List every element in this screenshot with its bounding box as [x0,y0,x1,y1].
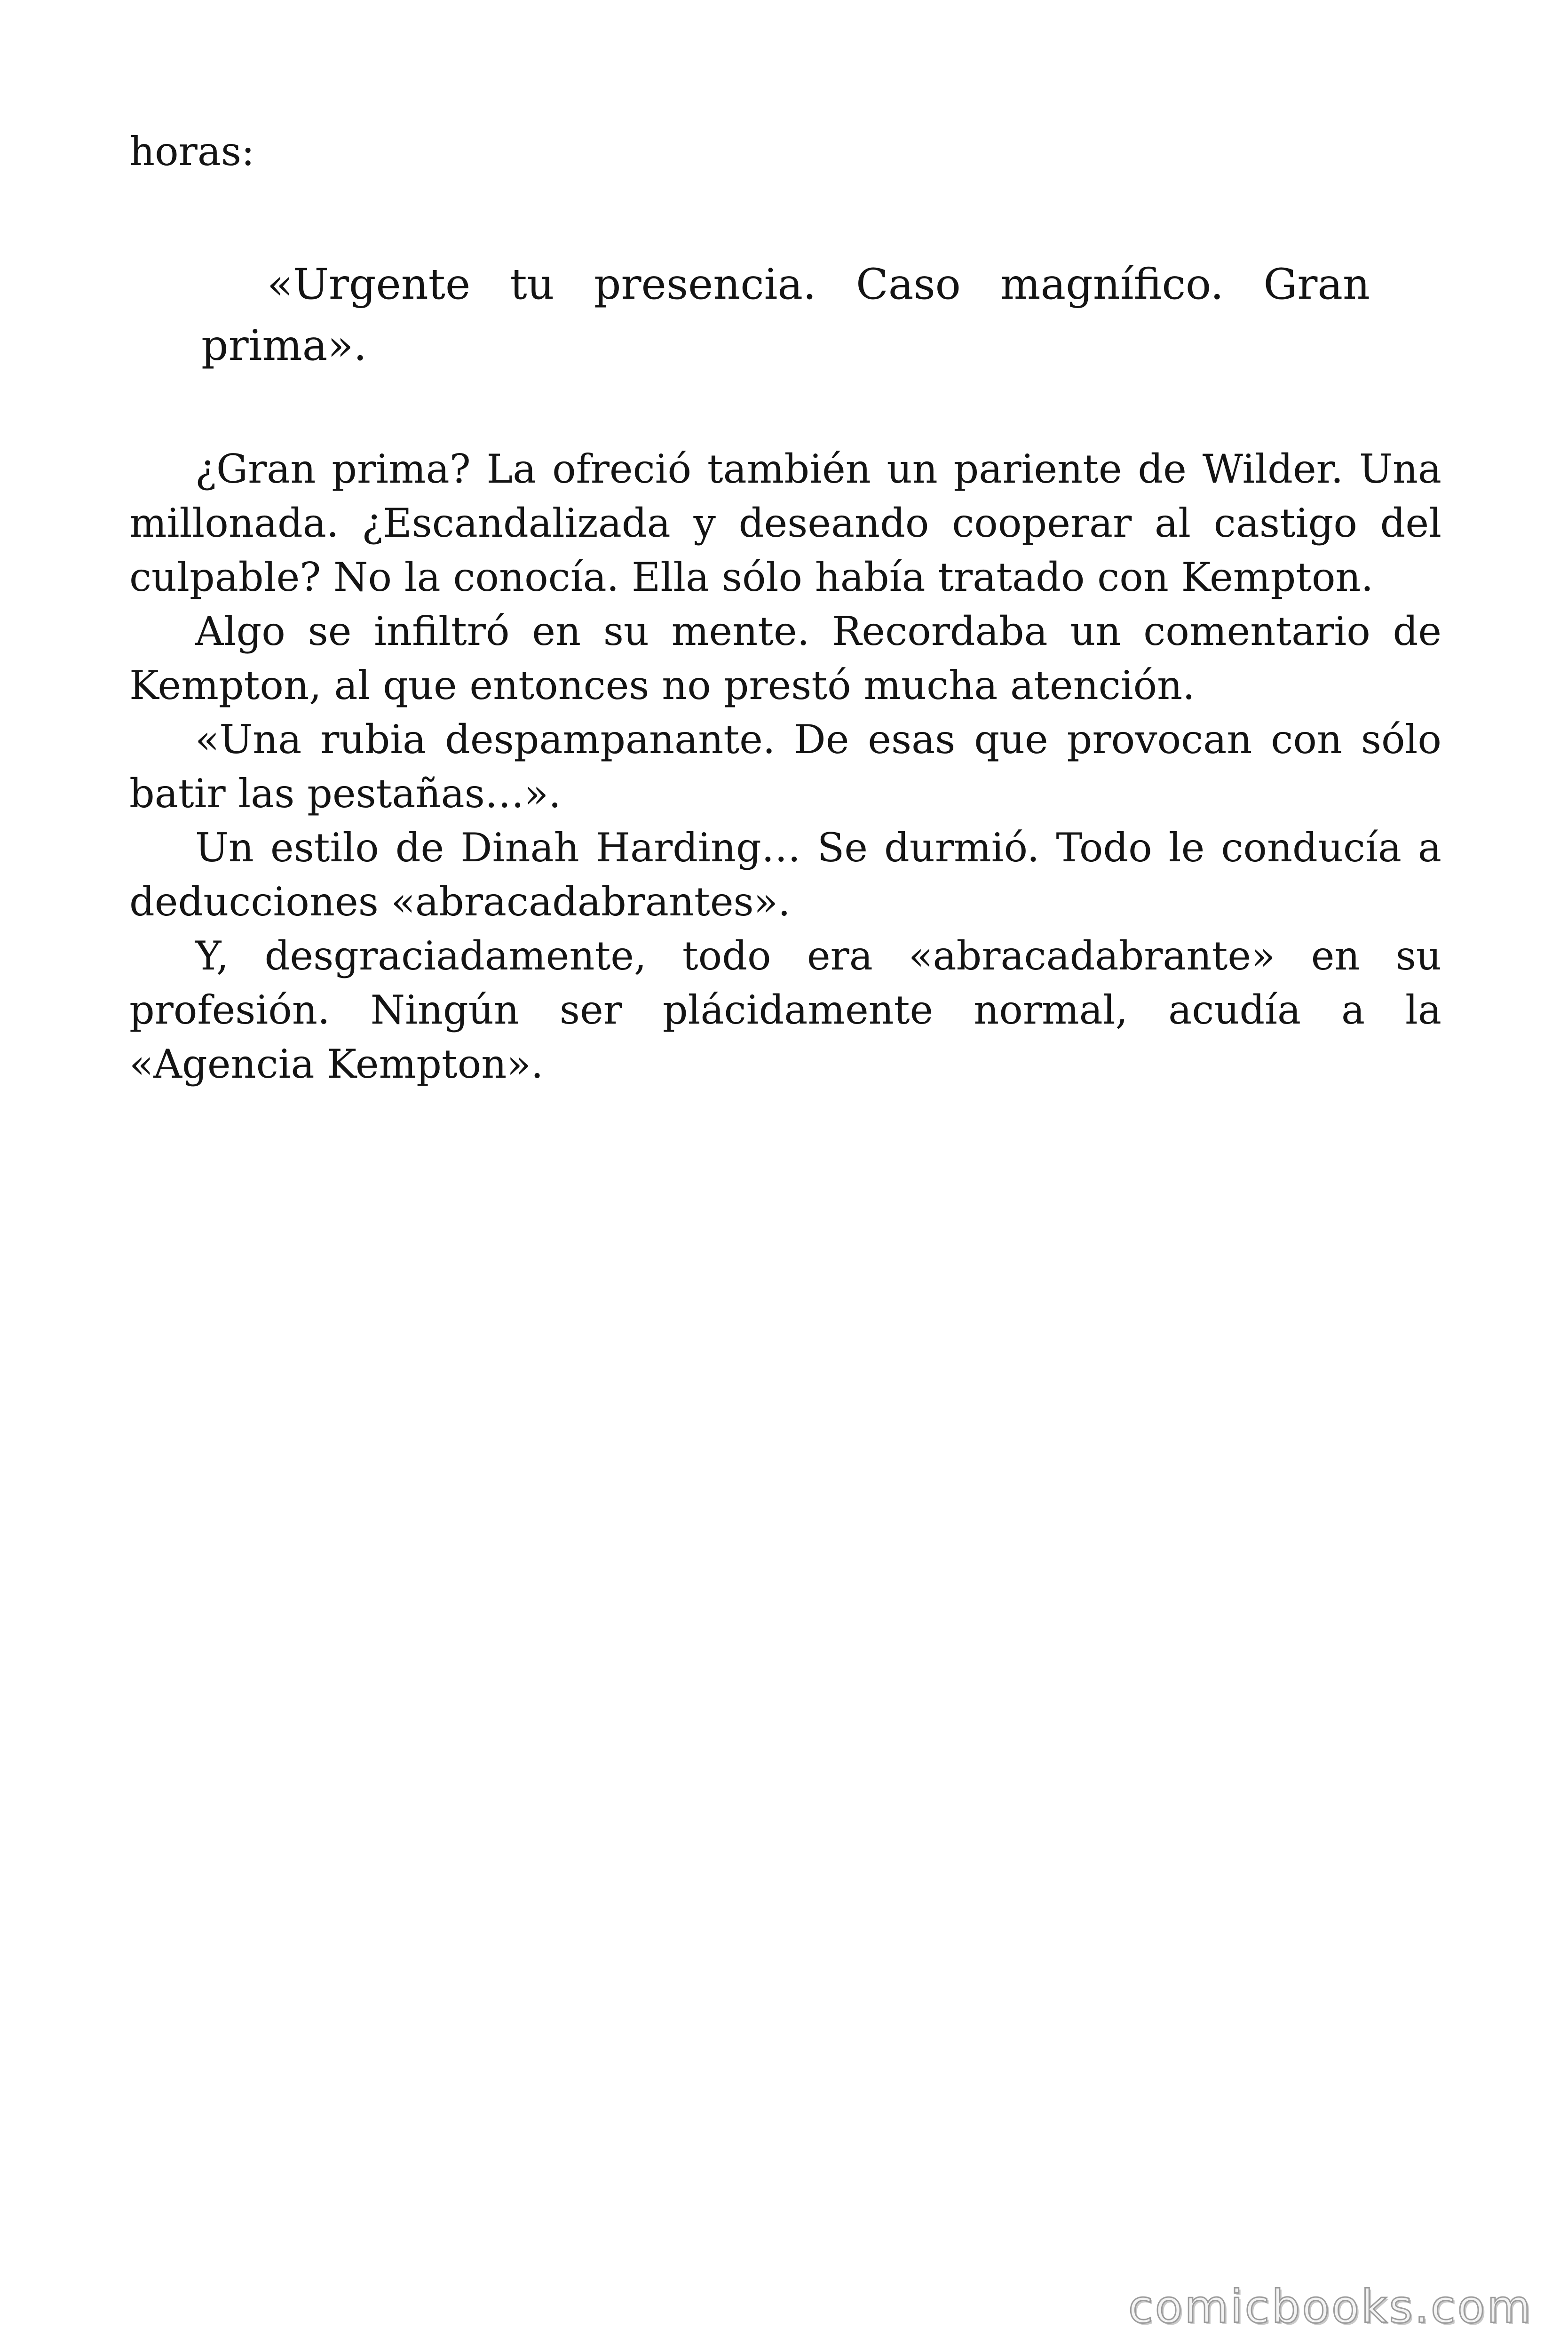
opening-line: horas: [129,128,255,175]
narrative-text [129,442,1441,1091]
paragraph: «Una rubia despampanante. De esas que provocan con sólo batir las pestañas…». [129,716,1441,817]
site-watermark: comicbooks.com [1128,2280,1533,2333]
paragraph: ¿Gran prima? La ofreció también un pariente de Wilder. Una millonada. ¿Escandalizada y deseando cooperar al castigo del culpable? No la conocía. Ella sólo había tratado con Kempton. [129,446,1441,600]
paragraph: Y, desgraciadamente, todo era «abracadabrante» en su profesión. Ningún ser plácidamente normal, acudía a la «Agencia Kempton». [129,933,1441,1087]
paragraph: Un estilo de Dinah Harding… Se durmió. Todo le conducía a deducciones «abracadabrantes». [129,825,1441,925]
telegram-quote: «Urgente tu presencia. Caso magnífico. Gran prima». [201,260,1370,370]
paragraph: Algo se infiltró en su mente. Recordaba un comentario de Kempton, al que entonces no prestó mucha atención. [129,608,1441,708]
